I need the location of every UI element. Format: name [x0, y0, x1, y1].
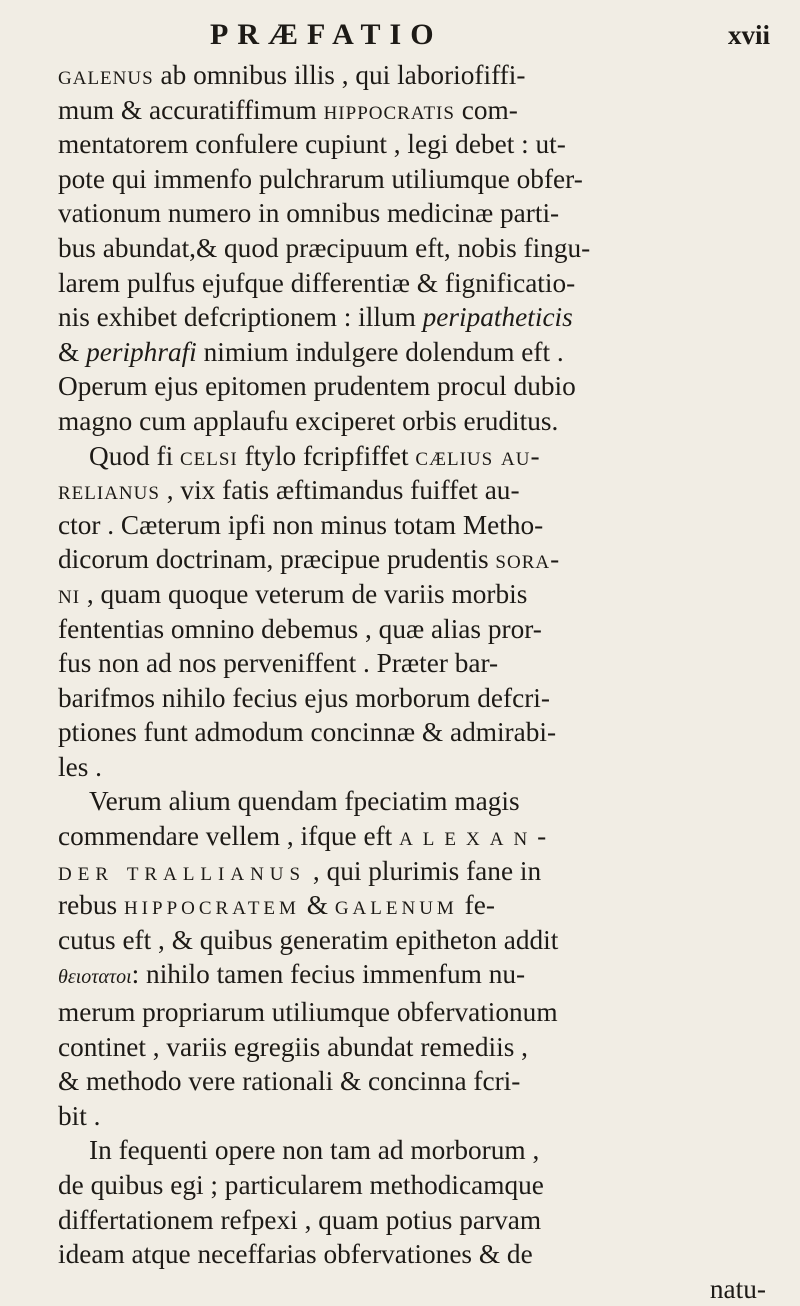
text-line: barifmos nihilo fecius ejus morborum defcri-	[58, 682, 550, 713]
text-line: Operum ejus epitomen prudentem procul dubio	[58, 371, 576, 402]
page-number: xvii	[727, 20, 770, 50]
author-name: celsi	[179, 440, 238, 471]
author-name: relianus	[58, 475, 160, 506]
text-line: dicorum doctrinam, præcipue prudentis sora-	[58, 544, 561, 575]
text-line: bus abundat,& quod præcipuum eft, nobis fingu-	[58, 232, 591, 263]
text-line: differtationem refpexi , quam potius parvam	[58, 1204, 542, 1235]
text-line: & periphrafi nimium indulgere dolendum eft .	[58, 336, 564, 367]
text-line: pote qui immenfo pulchrarum utiliumque obfer-	[58, 163, 583, 194]
page-header	[0, 14, 800, 54]
text-line: vationum numero in omnibus medicinæ parti-	[58, 198, 560, 229]
running-title: PRÆFATIO	[210, 18, 443, 51]
text-line: Verum alium quendam fpeciatim magis	[89, 786, 520, 817]
text-line: ptiones funt admodum concinnæ & admirabi-	[58, 717, 557, 748]
author-name: ni	[58, 578, 81, 609]
text-line: cutus eft , & quibus generatim epitheton addit	[58, 924, 559, 955]
text-line: rebus hippocratem & galenum fe-	[58, 890, 495, 921]
text-line: & methodo vere rationali & concinna fcri-	[58, 1066, 521, 1097]
body-text	[58, 58, 774, 1306]
author-name: der trallianus	[58, 855, 307, 886]
text-line: mum & accuratiffimum hippocratis com-	[58, 94, 518, 125]
text-line: fententias omnino debemus , quæ alias pror-	[58, 613, 542, 644]
author-name: cælius au-	[415, 440, 541, 471]
text-line: mentatorem confulere cupiunt , legi debet : ut-	[58, 129, 566, 160]
text-line: ni , quam quoque veterum de variis morbis	[58, 578, 528, 609]
author-name: galenum	[334, 890, 458, 921]
text-line: larem pulfus ejufque differentiæ & fignificatio-	[58, 267, 576, 298]
author-name: alexan-	[399, 821, 557, 852]
text-line: der trallianus , qui plurimis fane in	[58, 855, 542, 886]
text-line: commendare vellem , ifque eft alexan-	[58, 821, 557, 852]
author-name: hippocratem	[123, 890, 300, 921]
author-name: sora-	[495, 544, 561, 575]
text-line: continet , variis egregiis abundat remediis ,	[58, 1031, 528, 1062]
text-line: relianus , vix fatis æftimandus fuiffet au-	[58, 475, 520, 506]
text-line: les .	[58, 751, 102, 782]
text-line: Quod fi celsi ftylo fcripfiffet cælius au-	[89, 440, 541, 471]
text-line: θειοτατοι: nihilo tamen fecius immenfum nu-	[58, 959, 526, 990]
text-line: magno cum applaufu exciperet orbis eruditus.	[58, 405, 559, 436]
text-line: nis exhibet defcriptionem : illum peripatheticis	[58, 302, 573, 333]
text-line: In fequenti opere non tam ad morborum ,	[89, 1135, 540, 1166]
author-name: hippocratis	[323, 94, 455, 125]
text-line: bit .	[58, 1100, 101, 1131]
catchword: natu-	[709, 1273, 766, 1304]
text-line: ctor . Cæterum ipfi non minus totam Metho-	[58, 509, 544, 540]
text-line: merum propriarum utiliumque obfervationum	[58, 997, 558, 1028]
greek-word: θειοτατοι	[58, 966, 132, 989]
author-name: galenus	[58, 60, 154, 90]
text-line: fus non ad nos perveniffent . Præter bar-	[58, 648, 499, 679]
text-line: de quibus egi ; particularem methodicamque	[58, 1170, 544, 1200]
text-line: galenus ab omnibus illis , qui laboriofiffi-	[58, 60, 526, 90]
text-line: ideam atque neceffarias obfervationes & de	[58, 1239, 533, 1270]
